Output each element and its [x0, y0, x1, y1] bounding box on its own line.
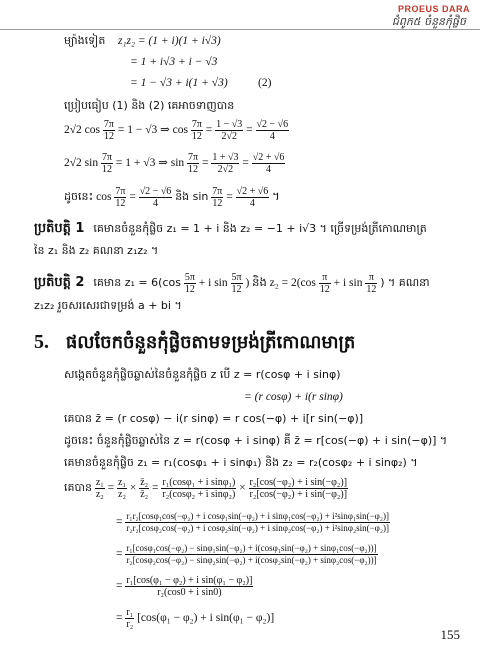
section-heading: [34, 330, 355, 357]
page-number: 155: [440, 627, 460, 642]
eq-a1: z₁z₂ = (1 + i)(1 + i√3): [118, 35, 221, 47]
compare-text: ប្រៀបធៀប (1) និង (2) គេអាចទាញបាន: [64, 99, 235, 112]
division-step-4: = $\frac{\text{r₁[cos(φ₁ − φ₂) + i sin(φ₁ − φ₂)]}}{\text{r₂(cos0 + i sin0)}}$: [116, 574, 253, 598]
conclusion-line: ដូចនេះ cos $\frac{7\pi}{12}$ = $\frac{√2 - √6}{4}$ និង sin $\frac{7\pi}{12}$ = $\frac{√2 + √6}{4}$ ។: [64, 185, 280, 209]
division-step-3: = r₁[cosφ₁cos(−φ₂) − sinφ₁sin(−φ₂) + i(cosφ₁sin(−φ₂) + sinφ₁cos(−φ₂))] r₂[cosφ₂cos(−φ₂) − sinφ₂sin(−φ₂) + i(cosφ₂sin(−φ₂) + sinφ₂cos(−φ₂))]: [116, 542, 377, 565]
division-step-2: = r₁r₂[cosφ₁cos(−φ₂) + i cosφ₁sin(−φ₂) + i sinφ₁cos(−φ₂) + i²sinφ₁sin(−φ₂)] r₂r₂[cosφ₂cos(−φ₂) + i cosφ₂sin(−φ₂) + i sinφ₂cos(−φ₂) + i²sinφ₂sin(−φ₂)]: [116, 510, 390, 533]
eq-tag-2: (2): [258, 77, 272, 89]
conjugate-intro: សង្កេតចំនួនកុំផ្លិចឆ្លាស់នៃចំនួនកុំផ្លិច z បើ z = r(cosφ + i sinφ): [64, 368, 341, 381]
given-z1-z2: គេមានចំនួនកុំផ្លិច z₁ = r₁(cosφ₁ + i sinφ₁) និង z₂ = r₂(cosφ₂ + i sinφ₂) ។: [64, 456, 418, 469]
division-step-5: = $\frac{\text{r₁}}{\text{r₂}}$ [cos(φ₁ − φ₂) + i sin(φ₁ − φ₂)]: [116, 606, 275, 630]
eq-cos-derivation: 2√2 cos $\frac{7\pi}{12}$ = 1 − √3 ⇒ cos $\frac{7\pi}{12}$ = $\frac{1 - √3}{2√2}$ = $\frac{√2 - √6}{4}$: [64, 118, 289, 142]
eq-a3: = 1 − √3 + i(1 + √3): [130, 77, 228, 89]
section-title: ផលចែកចំនួនកុំផ្លិចតាមទម្រង់ត្រីកោណមាត្រ: [65, 332, 356, 353]
conjugate-expansion: = (r cosφ) + i(r sinφ): [244, 391, 343, 403]
conjugate-conclusion: ដូចនេះ ចំនួនកុំផ្លិចឆ្លាស់នៃ z = r(cosφ + i sinφ) គឺ z̄ = r[cos(−φ) + i sin(−φ)] ។: [64, 434, 448, 447]
division-step-1: គេបាន $\frac{\text{z₁}}{\text{z₂}}$ = $\frac{\text{z₁}}{\text{z₂}}$ × $\frac{\text{z̄₂}}{\text{z̄₂}}$ = $\frac{\text{r₁(cosφ₁ + i sinφ₁)}}{\text{r₂(cosφ₂ + i sinφ₂)}}$ × $\frac{\text{r₂[cos(−φ₂) + i sin(−φ₂)]}}{\text{r₂[cos(−φ₂) + i sin(−φ₂)]}}$: [64, 476, 348, 500]
exercise-2-cont: z₁z₂ រួចសរសេរជាទម្រង់ a + bi ។: [34, 299, 182, 312]
conjugate-result: គេបាន z̄ = (r cosφ) − i(r sinφ) = r cos(−φ) + i[r sin(−φ)]: [64, 412, 364, 425]
exercise-1-label: ប្រតិបត្តិ 1: [34, 221, 85, 236]
line-a-lead: ម្យ៉ាងទៀត: [64, 34, 106, 47]
section-number: 5.: [34, 331, 49, 353]
running-header: ជំពូក៥ ចំនួនកុំផ្លិច: [391, 15, 466, 28]
header-rule: [0, 29, 480, 30]
exercise-2: ប្រតិបត្តិ 2 គេមាន z₁ = 6(cos $\frac{5\pi}{12}$ + i sin $\frac{5\pi}{12}$ ) និង z₂ = 2(cos $\frac{\pi}{12}$ + i sin $\frac{\pi}{12}$ ) ។ គណនា: [34, 271, 430, 295]
exercise-1: ប្រតិបត្តិ 1 គេមានចំនួនកុំផ្លិច z₁ = 1 + i និង z₂ = −1 + i√3 ។ ច្រើទម្រង់ត្រីកោណមាត្រ: [34, 221, 427, 236]
eq-a2: = 1 + i√3 + i − √3: [130, 56, 218, 68]
eq-sin-derivation: 2√2 sin $\frac{7\pi}{12}$ = 1 + √3 ⇒ sin $\frac{7\pi}{12}$ = $\frac{1 + √3}{2√2}$ = $\frac{√2 + √6}{4}$: [64, 151, 285, 175]
exercise-2-label: ប្រតិបត្តិ 2: [34, 275, 85, 290]
watermark: PROEUS DARA: [397, 4, 470, 14]
exercise-1-cont: នៃ z₁ និង z₂ គណនា z₁z₂ ។: [34, 244, 159, 257]
